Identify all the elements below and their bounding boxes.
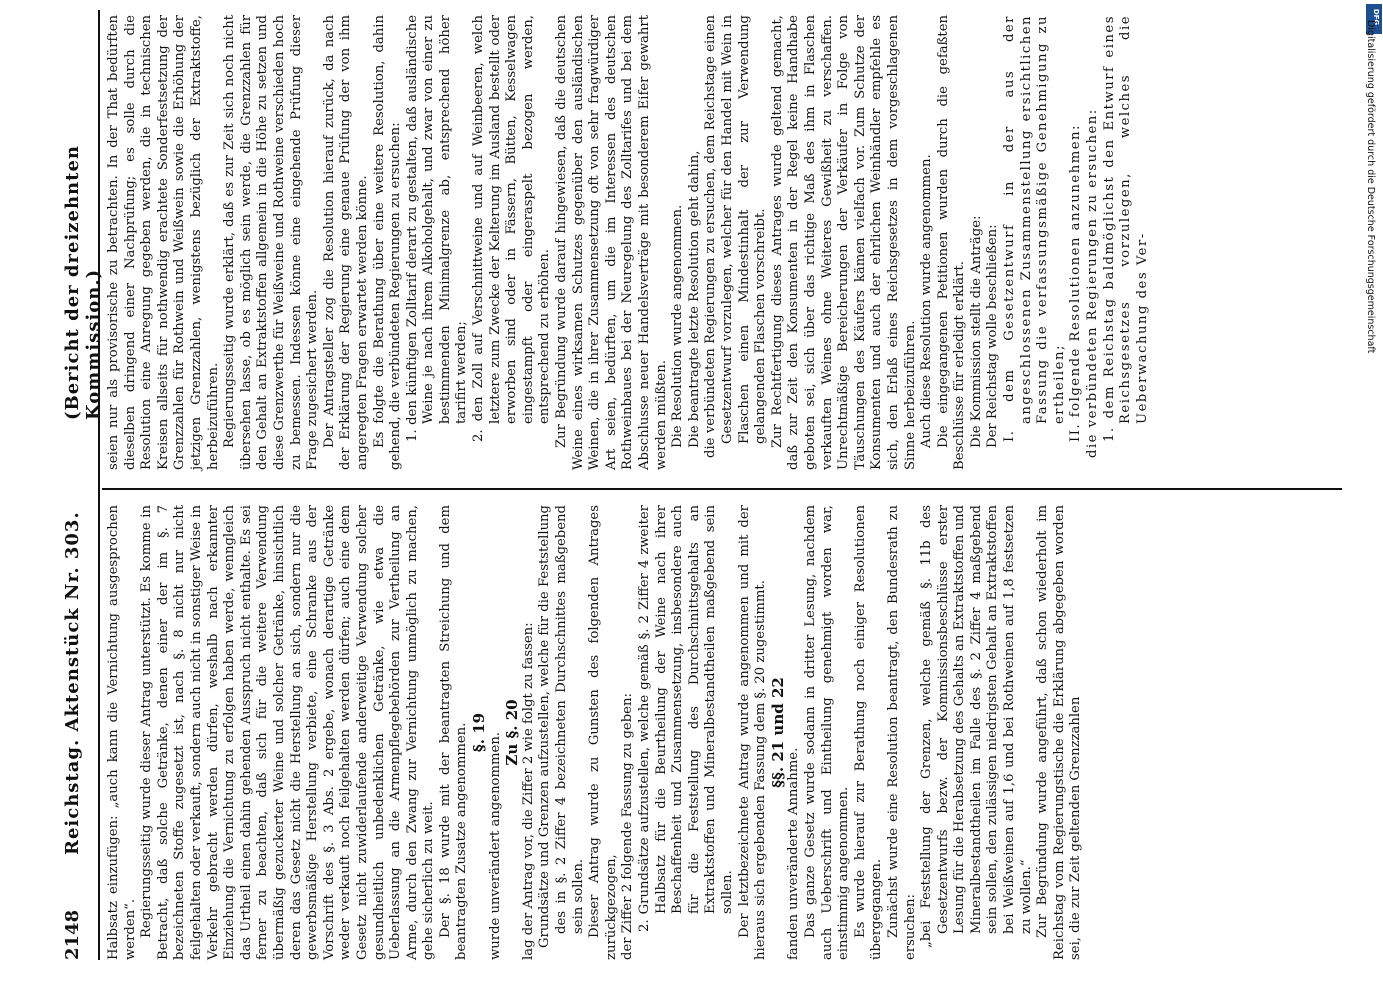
paragraph: I. dem Gesetzentwurf in der aus der angeschlossenen Zusammenstellung ersichtlichen Fassung die verfassungsmäßige Genehmigung zu ertheilen;	[1002, 15, 1067, 442]
paragraph: Die Resolution wurde angenommen.	[670, 204, 686, 448]
paragraph: „bei Feststellung der Grenzen, welche gemäß §. 11b des Gesetzentwurfs bezw. der Kommissionsbeschlüsse erster Lesung für die Herabsetzung des Gehalts an Extraktstoffen und Mineralbestandtheilen im Falle des §. 2 Ziffer 4 maßgebend sein sollen, den zulässigen niedrigsten Gehalt an Extraktstoffen bei Weißweinen auf 1,6 und bei Rothweinen auf 1,8 festsetzen zu wollen.“	[919, 505, 1034, 948]
paragraph: Es folgte die Berathung über eine weitere Resolution, dahin gehend, die verbündeten Regierungen zu ersuchen:	[371, 15, 404, 470]
right-column	[106, 15, 1151, 470]
section-heading: Zu §. 20	[503, 699, 522, 766]
dfg-logo: DFG	[1366, 4, 1382, 34]
paragraph: lag der Antrag vor, die Ziffer 2 wie folgt zu fassen:	[520, 622, 536, 960]
paragraph: Es wurde hierauf zur Berathung noch einiger Resolutionen übergegangen.	[852, 505, 885, 960]
paragraph: Das ganze Gesetz wurde sodann in dritter Lesung, nachdem auch Ueberschrift und Eintheilung genehmigt worden war, einstimmig angenommen.	[802, 505, 852, 960]
section-heading: §§. 21 und 22	[768, 677, 787, 788]
header-rule	[98, 10, 100, 960]
paragraph: Regierungsseitig wurde erklärt, daß es zur Zeit sich noch nicht übersehen lasse, ob es möglich sein werde, die Grenzzahlen für den Gehalt an Extraktstoffen allgemein in die Höhe zu setzen und diese Grenzwerthe für Weißweine und Rothweine verschieden hoch zu bemessen. Indessen könne eine eingehende Prüfung dieser Frage zugesichert werden.	[222, 15, 321, 470]
paragraph: Die beantragte letzte Resolution geht dahin,	[686, 150, 702, 448]
paragraph: 2. den Zoll auf Verschnittweine und auf Weinbeeren, welch letztere zum Zwecke der Kelterung im Ausland bestellt oder erworben sind oder in Fässern, Bütten, Kesselwagen eingestampft oder eingeraspelt bezogen werden, entsprechend zu erhöhen.	[471, 15, 553, 442]
paragraph: 1. dem Reichstag baldmöglichst den Entwurf eines Reichsgesetzes vorzulegen, welches die Ueberwachung des Ver-	[1101, 15, 1150, 442]
paragraph: II. folgende Resolutionen anzunehmen:	[1068, 124, 1084, 442]
digitization-note	[1362, 20, 1376, 980]
paragraph: Auch diese Resolution wurde angenommen.	[919, 154, 935, 448]
paragraph: Der Antragsteller zog die Resolution hierauf zurück, da nach der Erklärung der Regierung eine genaue Prüfung der von ihm angeregten Fragen erwartet werden könne.	[321, 15, 370, 470]
digitization-note-text: Digitalisierung gefördert durch die Deutsche Forschungsgemeinschaft	[1365, 20, 1376, 354]
paragraph: Der letztbezeichnete Antrag wurde angenommen und mit der hieraus sich ergebenden Fassung dem §. 20 zugestimmt.	[736, 505, 769, 960]
paragraph: seien nur als provisorische zu betrachten. In der That bedürften dieselben dringend einer Nachprüfung; es solle durch die Resolution eine Anregung gegeben werden, die in technischen Kreisen allseits für nothwendig erachtete Sonderfestsetzung der Grenzzahlen für Rothwein und Weißwein sowie die Erhöhung der jetzigen Grenzzahlen, wenigstens bezüglich der Extraktstoffe, herbeizuführen.	[106, 15, 221, 470]
paragraph: Die Kommission stellt die Anträge:	[968, 215, 984, 448]
column-divider	[102, 488, 1342, 490]
paragraph: Zur Begründung wurde angeführt, daß schon wiederholt im Reichstag vom Regierungstische die Erklärung abgegeben worden sei, die zur Zeit geltenden Grenzzahlen	[1035, 505, 1084, 960]
paragraph: Halbsatz einzufügen: „auch kann die Vernichtung ausgesprochen werden“.	[106, 505, 138, 960]
paragraph: 1. den künftigen Zolltarif derart zu gestalten, daß ausländische Weine je nach ihrem Alkoholgehalt, und zwar von einer zu bestimmenden Minimalgrenze ab, entsprechend höher tarifirt werden;	[404, 15, 470, 442]
paragraph: Der §. 18 wurde mit der beantragten Streichung und dem beantragten Zusatze angenommen.	[437, 505, 470, 960]
paragraph: Zur Rechtfertigung dieses Antrages wurde geltend gemacht, daß zur Zeit den Konsumenten in der Regel keine Handhabe geboten sei, sich über das richtige Maß des ihm in Flaschen verkauften Weines ohne Weiteres Gewißheit zu verschaffen. Unrechtmäßige Bereicherungen der Verkäufer in Folge von Täuschungen des Käufers kämen vielfach vor. Zum Schutze der Konsumenten und auch der ehrlichen Weinhändler empfehle es sich, den Erlaß eines Reichsgesetzes in dem vorgeschlagenen Sinne herbeizuführen.	[769, 15, 918, 470]
page-header	[50, 10, 104, 960]
paragraph: Grundsätze und Grenzen aufzustellen, welche für die Feststellung des in §. 2 Ziffer 4 bezeichneten Durchschnittes maßgebend sein sollen.	[537, 505, 586, 948]
printed-page	[50, 10, 1350, 960]
paragraph: die verbündeten Regierungen zu ersuchen:	[1085, 108, 1101, 458]
paragraph: Dieser Antrag wurde zu Gunsten des folgenden Antrages zurückgezogen,	[587, 505, 619, 960]
paragraph: Zur Begründung wurde darauf hingewiesen, daß die deutschen Weine eines wirksamen Schutzes gegenüber den ausländischen Weinen, die in ihrer Zusammensetzung oft von sehr fragwürdiger Art seien, bedürften, um die im Interessen des deutschen Rothweinbaues bei der Neuregelung des Zolltarifes und bei dem Abschlusse neuer Handelsverträge mit besonderem Eifer gewahrt werden müßten.	[554, 15, 669, 470]
page-number: 2148	[62, 909, 83, 960]
section-heading: §. 19	[470, 712, 489, 753]
paragraph: wurde unverändert angenommen.	[487, 732, 503, 960]
paragraph: Zunächst wurde eine Resolution beantragt, den Bundesrath zu ersuchen:	[885, 505, 918, 960]
paragraph: Regierungsseitig wurde dieser Antrag unterstützt. Es komme in Betracht, daß solche Getränke, denen einer der im §. 7 bezeichneten Stoffe zugesetzt ist, nach §. 8 nicht nur nicht feilgehalten oder verkauft, sondern auch nicht in sonstiger Weise in Verkehr gebracht werden dürfen, weshalb nach erkannter Einziehung die Vernichtung zu erfolgen haben werde, wenngleich das Urtheil einen dahin gehenden Ausspruch nicht enthalte. Es sei ferner zu beachten, daß sich für die weitere Verwendung übermäßig gezuckerter Weine und solcher Getränke, hinsichtlich deren das Gesetz nicht die Herstellung an sich, sondern nur die gewerbsmäßige Herstellung verbiete, eine Schranke aus der Vorschrift des §. 3 Abs. 2 ergebe, wonach derartige Getränke weder verkauft noch feilgehalten werden dürfen; auch eine dem Gesetz nicht zuwiderlaufende anderweitige Verwendung solcher gesundheitlich unbedenklichen Getränke, wie etwa die Ueberlassung an die Armenpflegebehörden zur Vertheilung an Arme, durch den Zwang zur Vernichtung unmöglich zu machen, gehe sicherlich zu weit.	[139, 505, 437, 960]
paragraph: die verbündeten Regierungen zu ersuchen, dem Reichstage einen Gesetzentwurf vorzulegen, welcher für den Handel mit Wein in Flaschen einen Mindestinhalt der zur Verwendung gelangenden Flaschen vorschreibt.	[703, 15, 769, 458]
report-title: (Bericht der dreizehnten Kommission.)	[62, 145, 104, 420]
paragraph: der Ziffer 2 folgende Fassung zu geben:	[620, 693, 636, 960]
paragraph: fanden unveränderte Annahme.	[786, 747, 802, 960]
left-column	[106, 505, 1085, 960]
paragraph: Der Reichstag wolle beschließen:	[985, 224, 1001, 448]
paragraph: Die eingegangenen Petitionen wurden durch die gefaßten Beschlüsse für erledigt erklärt.	[935, 15, 968, 470]
running-head: Reichstag. Aktenstück Nr. 303.	[62, 511, 83, 855]
paragraph: 2. Grundsätze aufzustellen, welche gemäß §. 2 Ziffer 4 zweiter Halbsatz für die Beurtheilung der Weine nach ihrer Beschaffenheit und Zusammensetzung, insbesondere auch für die Feststellung des Durchschnittsgehalts an Extraktstoffen und Mineralbestandtheilen maßgebend sein sollen.	[637, 505, 735, 932]
